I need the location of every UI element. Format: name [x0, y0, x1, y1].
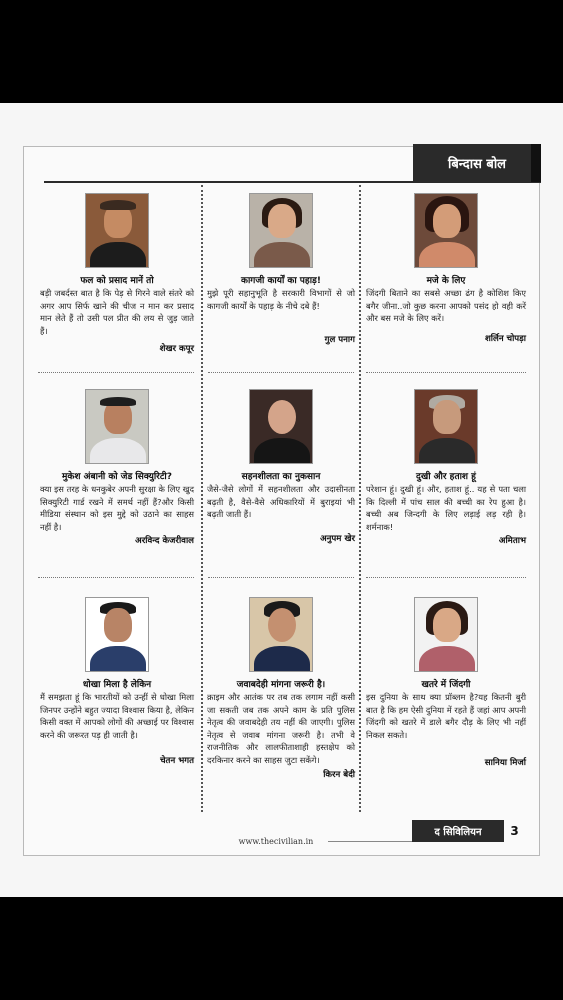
portrait-photo — [249, 193, 313, 268]
row-divider — [366, 577, 526, 578]
portrait-photo — [414, 193, 478, 268]
portrait-photo — [414, 389, 478, 464]
magazine-page — [0, 103, 563, 897]
quote-title: खतरे में जिंदगी — [421, 680, 471, 690]
row-divider — [208, 577, 354, 578]
quote-title: मुकेश अंबानी को जेड सिक्युरिटी? — [62, 472, 172, 482]
quote-title: जवाबदेही मांगना जरूरी है। — [236, 680, 326, 690]
quote-card — [40, 389, 194, 548]
row-divider — [38, 372, 194, 373]
quote-card — [40, 193, 194, 356]
publication-name: द सिविलियन — [412, 820, 504, 842]
quote-author: किरन बेदी — [323, 769, 355, 780]
quote-text: मुझे पूरी सहानुभूति है सरकारी विभागों से जो कागजी कार्यों के पहाड़ के नीचे दबे हैं! — [207, 288, 355, 311]
quote-title: सहनशीलता का नुकसान — [241, 472, 321, 482]
quote-title: दुखी और हताश हूं — [416, 472, 476, 482]
quote-title: धोखा मिला है लेकिन — [82, 680, 152, 690]
portrait-photo — [85, 597, 149, 672]
quote-card — [40, 597, 194, 768]
quote-author: शर्लिन चोपड़ा — [484, 333, 526, 344]
portrait-photo — [249, 597, 313, 672]
quote-text: बड़ी जबर्दस्त बात है कि पेड़ से गिरने वाले संतरे को अगर आप सिर्फ खाने की चीज न मान कर प्रसाद मान लेते हैं तो उसी पल प्रीत की लय से जुड़ जाते हैं। — [40, 288, 194, 336]
quote-card — [366, 193, 526, 345]
footer-rule — [328, 841, 412, 842]
quote-card — [207, 389, 355, 545]
quote-text: परेशान हूं। दुखी हूं। और, हताश हूं.. यह से पता चला कि दिल्ली में पांच साल की बच्ची का रेप हुआ है। बच्ची अब जिन्दगी के लिए लड़ाई लड़ रही है। शर्मनाक! — [366, 484, 526, 532]
quote-title: मजे के लिए — [426, 276, 466, 286]
quote-author: गुल पनाग — [324, 335, 355, 346]
quote-author: चेतन भगत — [160, 756, 194, 767]
row-divider — [38, 577, 194, 578]
portrait-photo — [249, 389, 313, 464]
quote-author: अरविन्द केजरीवाल — [135, 536, 194, 547]
row-divider — [208, 372, 354, 373]
portrait-photo — [414, 597, 478, 672]
quote-author: शेखर कपूर — [159, 344, 194, 355]
section-title: बिन्दास बोल — [413, 144, 541, 182]
row-divider — [366, 372, 526, 373]
quote-text: इस दुनिया के साथ क्या प्रॉब्लम है?यह कितनी बुरी बात है कि हम ऐसी दुनिया में रहते हैं जहां आप अपनी जिंदगी को खतरे में डाले बगैर दौड़ के लिए भी नहीं निकल सकते। — [366, 692, 526, 740]
quote-card — [366, 389, 526, 548]
quote-card — [366, 597, 526, 770]
page-number: 3 — [510, 824, 519, 838]
quote-text: मैं समझता हूं कि भारतीयों को उन्हीं से धोखा मिला जिनपर उन्होंने बहुत ज्यादा विश्वास किया है, लेकिन किसी वक्त में आपको लोगों की अच्छाई पर विश्वास करने की जरूरत पड़ ही जाती है। — [40, 692, 194, 740]
portrait-photo — [85, 389, 149, 464]
quote-title: कागजी कार्यों का पहाड़! — [241, 276, 321, 286]
quote-author: अमिताभ — [498, 536, 526, 547]
quote-text: जिंदगी बिताने का सबसे अच्छा ढंग है कोशिश किए बगैर जीना..जो कुछ करना आपको पसंद हो वही करें और बस मजे के लिए करें। — [366, 288, 526, 324]
quote-author: अनुपम खेर — [320, 533, 355, 544]
quote-text: क्राइम और आतंक पर तब तक लगाम नहीं कसी जा सकती जब तक अपने काम के प्रति पुलिस नेतृत्व की जवाबदेही तय नहीं की जाएगी। पुलिस नेतृत्व से जवाब मांगना जरूरी है। तभी वे राजनीतिक और लालफीताशाही हस्तक्षेप को दरकिनार करने का साहस जुटा सकेंगे। — [207, 692, 355, 765]
quote-title: फल को प्रसाद मानें तो — [80, 276, 154, 286]
quote-card — [207, 193, 355, 347]
quote-text: क्या इस तरह के धनकुबेर अपनी सुरक्षा के लिए खुद सिक्युरिटी गार्ड रखने में समर्थ नहीं हैं?और किसी मीडिया संस्थान को इस मुद्दे को उठाने का साहस नहीं है। — [40, 484, 194, 532]
quote-text: जैसे-जैसे लोगों में सहनशीलता और उदासीनता बढ़ती है, वैसे-वैसे अधिकारियों में बुराइयां भी बढ़ती जाती हैं। — [207, 484, 355, 520]
footer-url: www.thecivilian.in — [238, 837, 314, 846]
quote-card — [207, 597, 355, 781]
quote-author: सानिया मिर्जा — [484, 758, 526, 769]
portrait-photo — [85, 193, 149, 268]
column-divider — [201, 185, 203, 812]
column-divider — [359, 185, 361, 812]
